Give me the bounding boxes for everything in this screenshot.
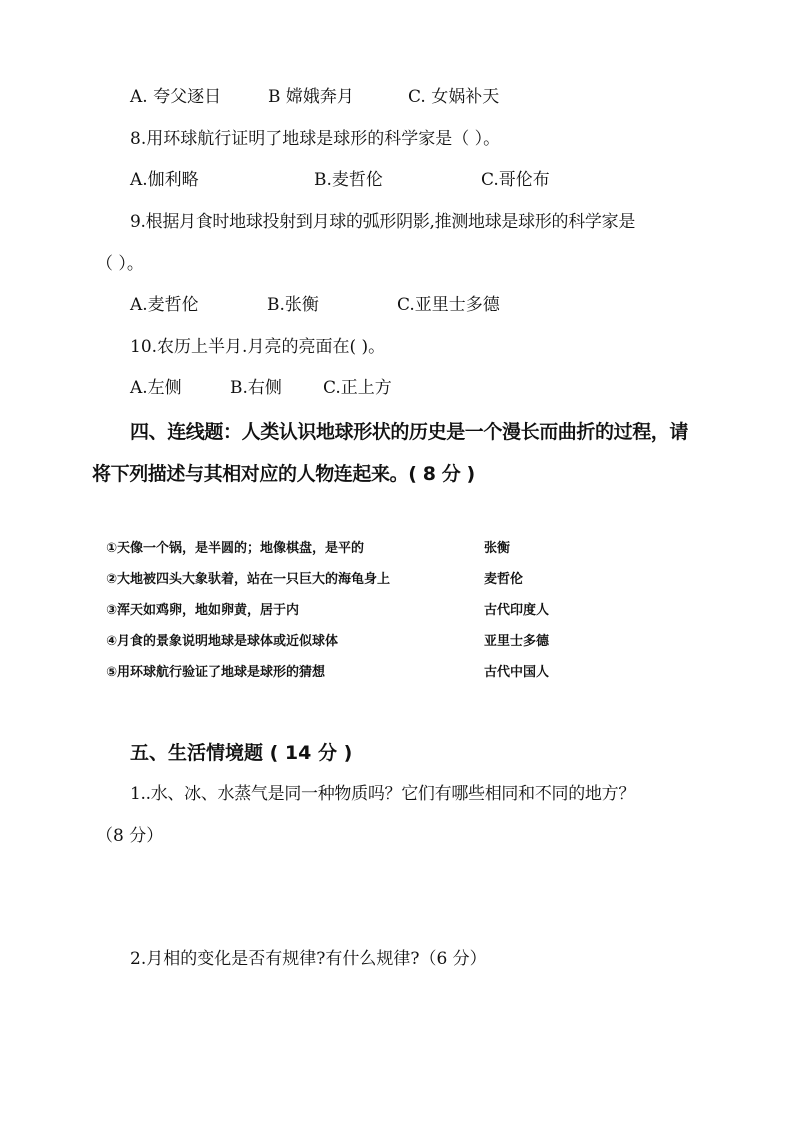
- match-right-item-1: 张衡: [484, 541, 511, 556]
- q10-stem: 10.农历上半月.月亮的亮面在( )。: [130, 337, 386, 357]
- section4-title-line1: 四、连线题：人类认识地球形状的历史是一个漫长而曲折的过程，请: [130, 421, 689, 443]
- q9-option-c: C.亚里士多德: [397, 295, 500, 315]
- match-left-item-3: ③浑天如鸡卵，地如卵黄，居于内: [106, 603, 300, 618]
- q8-option-a: A.伽利略: [130, 170, 199, 190]
- section5-title: 五、生活情境题 ( 14 分 ): [130, 742, 353, 764]
- match-right-item-3: 古代印度人: [484, 603, 550, 618]
- q9-stem-line2: （ ）。: [96, 254, 144, 274]
- q10-option-c: C.正上方: [323, 378, 392, 398]
- match-right-item-2: 麦哲伦: [484, 572, 524, 587]
- q9-stem-line1: 9.根据月食时地球投射到月球的弧形阴影,推测地球是球形的科学家是: [130, 212, 636, 232]
- q7-option-b: B 嫦娥奔月: [268, 87, 354, 107]
- match-left-item-5: ⑤用环球航行验证了地球是球形的猜想: [106, 665, 326, 680]
- q8-stem: 8.用环球航行证明了地球是球形的科学家是（ ）。: [130, 129, 501, 149]
- section5-q2: 2.月相的变化是否有规律?有什么规律?（6 分）: [130, 949, 487, 969]
- q10-option-a: A.左侧: [130, 378, 182, 398]
- q7-option-c: C. 女娲补天: [408, 87, 500, 107]
- match-right-item-4: 亚里士多德: [484, 634, 550, 649]
- q9-option-a: A.麦哲伦: [130, 295, 199, 315]
- q8-option-b: B.麦哲伦: [314, 170, 383, 190]
- match-left-item-1: ①天像一个锅，是半圆的；地像棋盘，是平的: [106, 541, 365, 556]
- q7-option-a: A. 夸父逐日: [130, 87, 222, 107]
- section5-q1-line1: 1..水、冰、水蒸气是同一种物质吗？它们有哪些相同和不同的地方？: [130, 784, 636, 804]
- q8-option-c: C.哥伦布: [481, 170, 550, 190]
- match-left-item-2: ②大地被四头大象驮着，站在一只巨大的海龟身上: [106, 572, 391, 587]
- section4-title-line2: 将下列描述与其相对应的人物连起来。( 8 分 ): [92, 463, 475, 485]
- q9-option-b: B.张衡: [267, 295, 319, 315]
- q10-option-b: B.右侧: [230, 378, 282, 398]
- match-left-item-4: ④月食的景象说明地球是球体或近似球体: [106, 634, 339, 649]
- match-right-item-5: 古代中国人: [484, 665, 550, 680]
- section5-q1-line2: （8 分）: [96, 826, 164, 846]
